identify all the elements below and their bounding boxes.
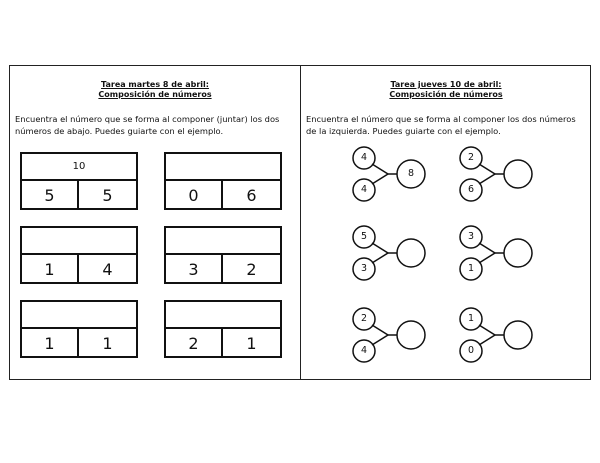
box-total (22, 228, 136, 255)
box-total (166, 154, 280, 181)
bond-part-a: 4 (360, 152, 368, 163)
box-total (22, 302, 136, 329)
bond-total (508, 243, 528, 263)
number-box (20, 300, 138, 358)
bond-part-b: 4 (360, 184, 368, 195)
bond-part-b: 3 (360, 263, 368, 274)
box-total: 10 (22, 154, 136, 181)
left-instructions: Encuentra el número que se forma al componer (juntar) los dos números de abajo. Puedes guiarte con el ejemplo. (15, 114, 280, 136)
box-addend-a: 3 (166, 255, 223, 282)
right-panel (301, 66, 591, 379)
number-bond (344, 307, 444, 373)
bond-part-b: 1 (467, 263, 475, 274)
number-bond (451, 146, 551, 212)
bond-part-a: 2 (360, 313, 368, 324)
number-bond (344, 225, 444, 291)
box-addend-b: 1 (246, 334, 257, 353)
box-total (166, 228, 280, 255)
bond-total: 8 (407, 168, 415, 179)
number-bond (451, 225, 551, 291)
box-addend-a: 0 (166, 181, 223, 208)
left-title-line1: Tarea martes 8 de abril: (101, 80, 209, 89)
box-addend-b: 4 (102, 260, 113, 279)
number-box (164, 300, 282, 358)
left-panel (10, 66, 300, 379)
number-box (20, 226, 138, 284)
number-box (164, 152, 282, 210)
bond-part-b: 6 (467, 184, 475, 195)
left-title (10, 80, 300, 100)
box-addend-a: 2 (166, 329, 223, 356)
box-total (166, 302, 280, 329)
bond-total (401, 325, 421, 345)
bond-part-a: 5 (360, 231, 368, 242)
bond-total (508, 164, 528, 184)
right-instructions: Encuentra el número que se forma al componer los dos números de la izquierda. Puedes guiarte con el ejemplo. (306, 114, 576, 136)
bond-total (508, 325, 528, 345)
right-title-line2: Composición de números (389, 90, 503, 99)
worksheet (9, 65, 591, 380)
bond-total (401, 243, 421, 263)
bond-part-b: 0 (467, 345, 475, 356)
right-title (301, 80, 591, 100)
bond-part-b: 4 (360, 345, 368, 356)
bond-part-a: 1 (467, 313, 475, 324)
box-addend-b: 1 (102, 334, 113, 353)
number-box (164, 226, 282, 284)
bond-part-a: 3 (467, 231, 475, 242)
number-bond (344, 146, 444, 212)
box-addend-b: 2 (246, 260, 257, 279)
number-bond (451, 307, 551, 373)
left-title-line2: Composición de números (98, 90, 212, 99)
box-addend-a: 5 (22, 181, 79, 208)
box-addend-b: 6 (246, 186, 257, 205)
box-addend-b: 5 (102, 186, 113, 205)
bond-part-a: 2 (467, 152, 475, 163)
right-title-line1: Tarea jueves 10 de abril: (390, 80, 502, 89)
number-box (20, 152, 138, 210)
box-addend-a: 1 (22, 329, 79, 356)
box-addend-a: 1 (22, 255, 79, 282)
